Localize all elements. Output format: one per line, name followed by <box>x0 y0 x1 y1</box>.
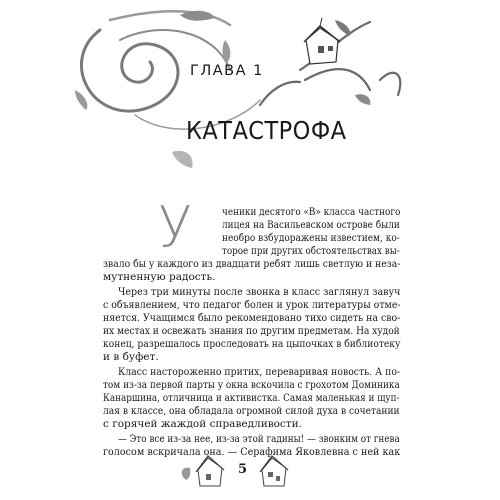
page-number: 5 <box>238 462 248 477</box>
chapter-title: КАТАСТРОФА <box>186 116 347 145</box>
text-line: Канаршина, отличница и активистка. Самая маленькая и щуп- <box>103 392 400 404</box>
leaf-icon <box>182 468 191 480</box>
text-line: Через три минуты после звонка в класс заглянул завуч <box>118 286 401 298</box>
text-line: конец, разрешалось проследовать на цыпочках в библиотеку <box>103 338 401 350</box>
text-line: звало бы у каждого из двадцати ребят лишь светлую и неза- <box>103 258 401 270</box>
text-line: лая в классе, она обладала огромной силой духа в сочетании <box>103 405 400 417</box>
house-icon <box>304 18 340 64</box>
text-line: — Это все из-за нее, из-за этой гадины! — звонким от гнева <box>118 433 400 445</box>
text-line: няется. Учащимся было рекомендовано тихо сидеть на сво- <box>103 312 401 324</box>
text-line: голосом вскричала она. — Серафима Яковлевна с ней как <box>103 446 401 458</box>
text-line: том из-за первой парты у окна вскочила с грохотом Доминика <box>103 379 400 391</box>
chapter-label: ГЛАВА 1 <box>190 63 264 79</box>
leaf-icon <box>75 90 87 110</box>
text-line: с горячей жаждой справедливости. <box>103 418 302 430</box>
house-icon <box>260 456 288 486</box>
leaf-icon <box>172 151 193 168</box>
text-line: с объявлением, что педагог болен и урок литературы отме- <box>103 299 401 311</box>
text-line: ченики десятого «В» класса частного <box>222 206 401 218</box>
leaf-icon <box>335 20 350 36</box>
leaf-icon <box>355 94 370 105</box>
leaf-icon <box>222 40 230 64</box>
text-line: лицея на Васильевском острове были <box>222 219 400 231</box>
text-line: необро взбудоражены известием, ко- <box>222 232 400 244</box>
text-line: торое при других обстоятельствах вы- <box>222 245 400 257</box>
drop-cap: У <box>158 195 193 260</box>
text-line: Класс настороженно притих, переваривая новость. А по- <box>118 366 401 378</box>
text-line: их местах и освежать знания по другим предметам. На худой <box>103 325 400 337</box>
text-line: мутненную радость. <box>103 271 216 283</box>
text-line: и в буфет. <box>103 351 159 363</box>
house-icon <box>196 456 224 486</box>
